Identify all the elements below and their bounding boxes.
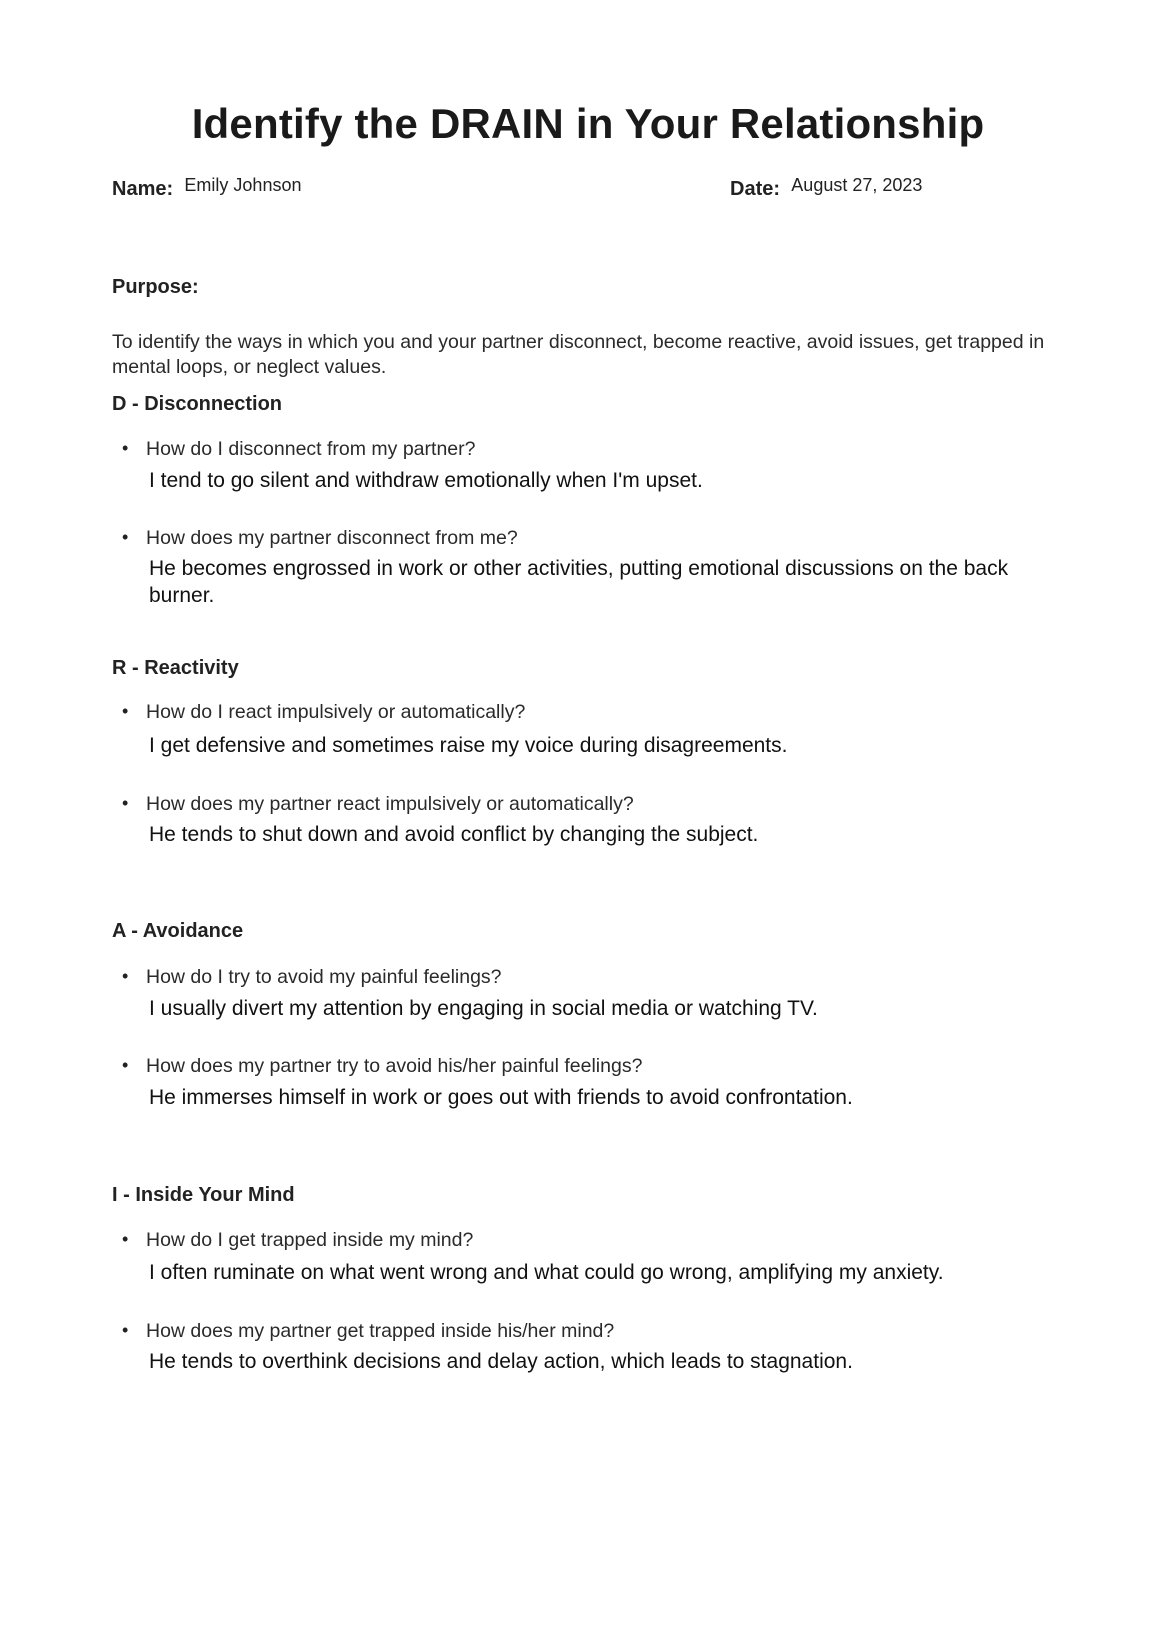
name-label: Name: [112, 178, 174, 200]
answer-text: He tends to overthink decisions and delay action, which leads to stagnation. [149, 1350, 853, 1373]
bullet-icon: • [122, 701, 129, 721]
section-heading-reactivity: R - Reactivity [112, 657, 239, 679]
section-heading-inside-your-mind: I - Inside Your Mind [112, 1184, 295, 1206]
question-text: How does my partner react impulsively or automatically? [146, 793, 634, 815]
name-field [112, 175, 302, 201]
question-text: How do I get trapped inside my mind? [146, 1229, 474, 1251]
question-text: How does my partner disconnect from me? [146, 527, 518, 549]
bullet-icon: • [122, 527, 129, 547]
question-text: How do I try to avoid my painful feelings? [146, 966, 502, 988]
answer-text: He immerses himself in work or goes out with friends to avoid confrontation. [149, 1086, 853, 1109]
question-text: How does my partner try to avoid his/her painful feelings? [146, 1055, 643, 1077]
answer-text: He becomes engrossed in work or other activities, putting emotional discussions on the back burner. [149, 557, 1009, 607]
page-title: Identify the DRAIN in Your Relationship [191, 100, 985, 147]
bullet-icon: • [122, 966, 129, 986]
answer-text: I get defensive and sometimes raise my voice during disagreements. [149, 734, 788, 757]
answer-text: I usually divert my attention by engaging in social media or watching TV. [149, 997, 818, 1020]
name-value: Emily Johnson [184, 175, 302, 195]
answer-text: I tend to go silent and withdraw emotionally when I'm upset. [149, 469, 703, 492]
bullet-icon: • [122, 438, 129, 458]
question-text: How does my partner get trapped inside his/her mind? [146, 1320, 615, 1342]
purpose-text: To identify the ways in which you and your partner disconnect, become reactive, avoid issues, get trapped in mental loops, or neglect values. [112, 331, 1045, 378]
bullet-icon: • [122, 1320, 129, 1340]
bullet-icon: • [122, 793, 129, 813]
question-text: How do I disconnect from my partner? [146, 438, 476, 460]
section-heading-avoidance: A - Avoidance [112, 920, 244, 942]
section-heading-disconnection: D - Disconnection [112, 393, 283, 415]
answer-text: I often ruminate on what went wrong and what could go wrong, amplifying my anxiety. [149, 1261, 944, 1284]
date-value: August 27, 2023 [791, 175, 923, 195]
purpose-label: Purpose: [112, 276, 199, 298]
date-label: Date: [730, 178, 781, 200]
date-field [730, 175, 923, 201]
bullet-icon: • [122, 1229, 129, 1249]
question-text: How do I react impulsively or automatically? [146, 701, 526, 723]
bullet-icon: • [122, 1055, 129, 1075]
answer-text: He tends to shut down and avoid conflict by changing the subject. [149, 823, 759, 846]
